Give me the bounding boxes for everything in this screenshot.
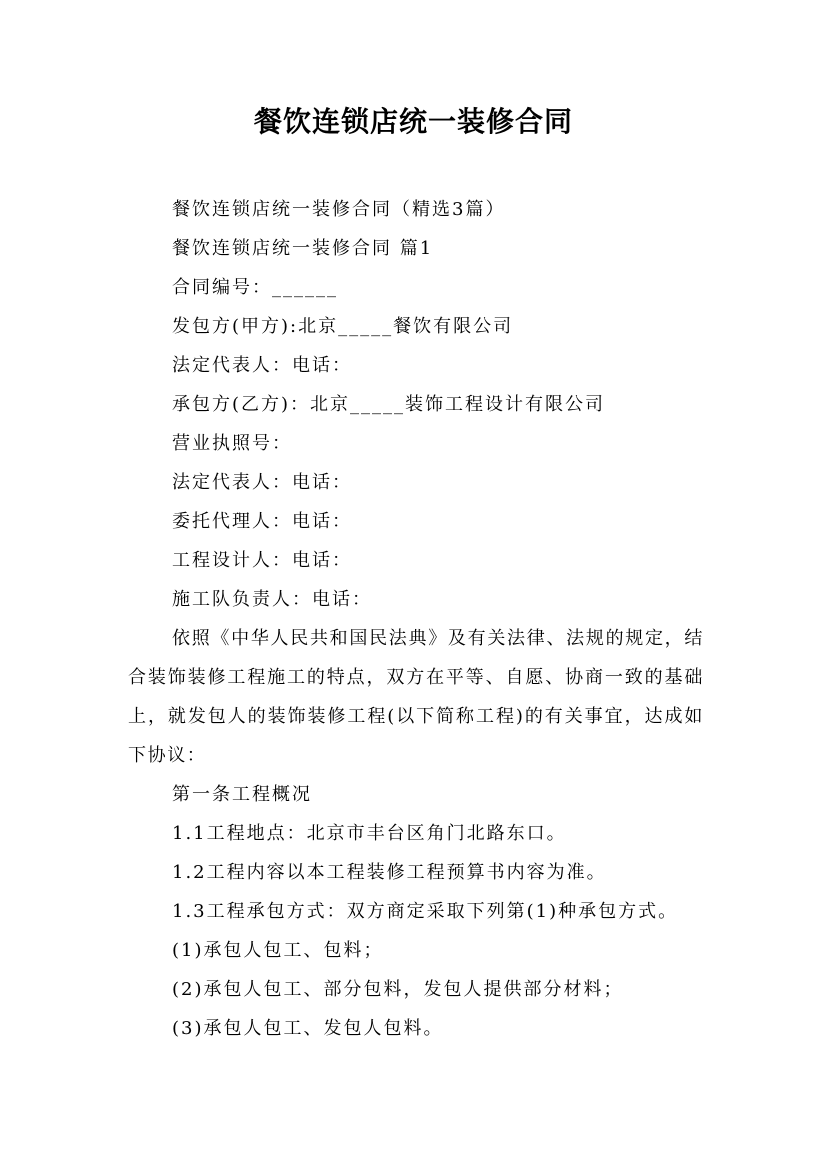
paragraph-team-leader: 施工队负责人：电话： xyxy=(172,589,372,610)
paragraph-party-b-representative: 法定代表人：电话： xyxy=(172,472,352,493)
paragraph-contract-number: 合同编号：______ xyxy=(172,277,338,298)
paragraph-party-a-representative: 法定代表人：电话： xyxy=(172,355,352,376)
paragraph-section-heading: 餐饮连锁店统一装修合同 篇1 xyxy=(172,238,434,259)
document-title: 餐饮连锁店统一装修合同 xyxy=(253,105,573,138)
paragraph-subtitle: 餐饮连锁店统一装修合同（精选3篇） xyxy=(172,199,506,220)
paragraph-business-license: 营业执照号： xyxy=(172,433,292,454)
paragraph-option-3: (3)承包人包工、发包人包料。 xyxy=(172,1018,444,1039)
paragraph-clause-1-3: 1.3工程承包方式：双方商定采取下列第(1)种承包方式。 xyxy=(172,901,679,922)
paragraph-option-2: (2)承包人包工、部分包料，发包人提供部分材料； xyxy=(172,979,624,1000)
paragraph-party-a: 发包方(甲方):北京_____餐饮有限公司 xyxy=(172,316,514,337)
paragraph-clause-1-2: 1.2工程内容以本工程装修工程预算书内容为准。 xyxy=(172,862,607,883)
paragraph-designer: 工程设计人：电话： xyxy=(172,550,352,571)
paragraph-option-1: (1)承包人包工、包料； xyxy=(172,940,384,961)
paragraph-agent: 委托代理人：电话： xyxy=(172,511,352,532)
paragraph-preamble: 依照《中华人民共和国民法典》及有关法律、法规的规定，结合装饰装修工程施工的特点，双方在平等、自愿、协商一致的基础上，就发包人的装饰装修工程(以下简称工程)的有关事宜，达成如下协议： xyxy=(128,628,704,766)
paragraph-article-1: 第一条工程概况 xyxy=(172,784,312,805)
document-body xyxy=(128,190,704,1048)
paragraph-party-b: 承包方(乙方)：北京_____装饰工程设计有限公司 xyxy=(172,394,606,415)
paragraph-clause-1-1: 1.1工程地点：北京市丰台区角门北路东口。 xyxy=(172,823,567,844)
